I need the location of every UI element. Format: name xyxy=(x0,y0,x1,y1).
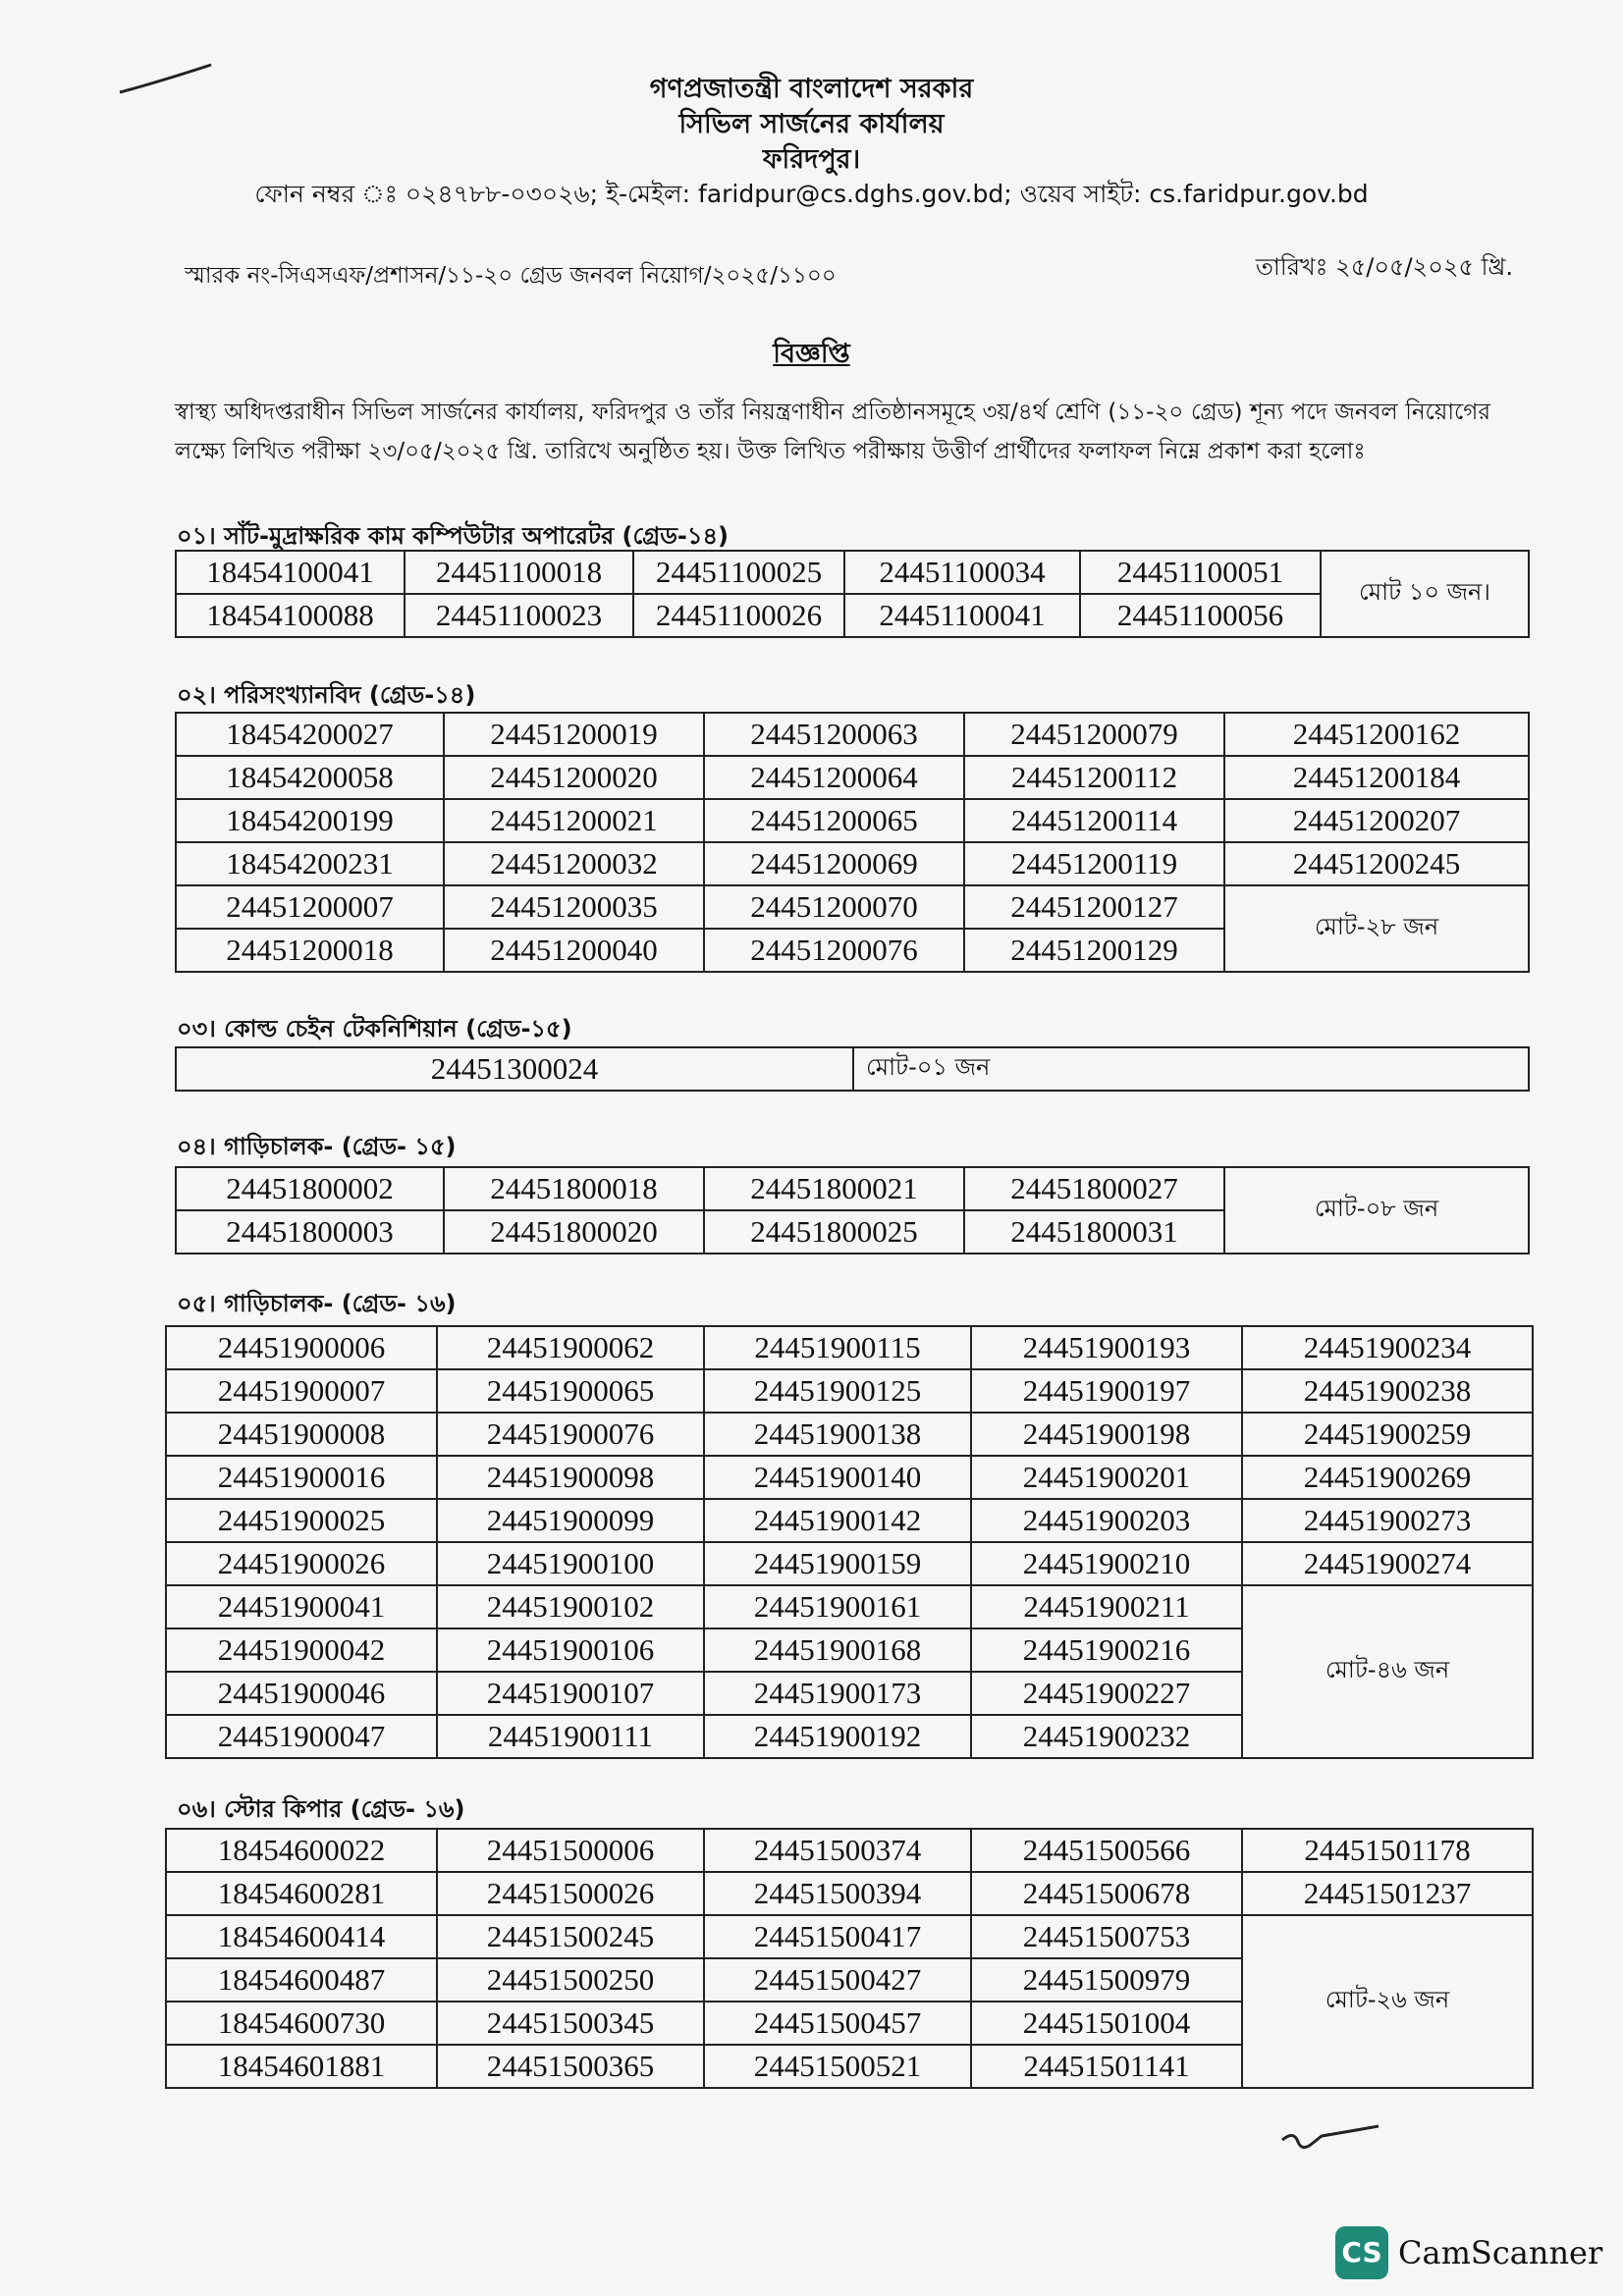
roll-cell: 18454200231 xyxy=(176,842,444,885)
roll-cell: 24451200032 xyxy=(444,842,704,885)
roll-cell: 24451900026 xyxy=(166,1542,437,1585)
roll-cell: 24451900065 xyxy=(437,1369,704,1413)
roll-cell: 24451900006 xyxy=(166,1326,437,1369)
table-row xyxy=(166,1413,1533,1456)
memo-date: তারিখঃ ২৫/০৫/২০২৫ খ্রি. xyxy=(1255,253,1513,281)
roll-cell: 24451100025 xyxy=(633,551,844,594)
roll-cell: 24451900062 xyxy=(437,1326,704,1369)
section-title: ০২। পরিসংখ্যানবিদ (গ্রেড-১৪) xyxy=(177,681,476,709)
result-table xyxy=(175,712,1530,973)
roll-cell: 24451900111 xyxy=(437,1715,704,1758)
roll-cell: 24451500365 xyxy=(437,2045,704,2088)
roll-cell: 24451200019 xyxy=(444,713,704,756)
roll-cell: 24451900016 xyxy=(166,1456,437,1499)
roll-cell: 24451900259 xyxy=(1242,1413,1533,1456)
table-row xyxy=(166,1499,1533,1542)
roll-cell: 24451200162 xyxy=(1224,713,1529,756)
roll-cell: 24451900232 xyxy=(971,1715,1242,1758)
table-row xyxy=(176,756,1529,799)
roll-cell: 24451900041 xyxy=(166,1585,437,1629)
roll-cell: 24451500979 xyxy=(971,1958,1242,2002)
table-row xyxy=(176,842,1529,885)
header-contact: ফোন নম্বর ঃ ০২৪৭৮৮-০৩০২৬; ই-মেইল: faridpur@cs.dghs.gov.bd; ওয়েব সাইট: cs.faridpur.gov.bd xyxy=(254,180,1369,208)
roll-cell: 24451200079 xyxy=(964,713,1224,756)
roll-cell: 24451500566 xyxy=(971,1829,1242,1872)
roll-cell: 24451900007 xyxy=(166,1369,437,1413)
roll-cell: 24451800031 xyxy=(964,1210,1224,1254)
header-office: সিভিল সার্জনের কার্যালয় xyxy=(678,109,945,139)
roll-cell: 24451200020 xyxy=(444,756,704,799)
roll-cell: 24451900210 xyxy=(971,1542,1242,1585)
roll-cell: 24451200245 xyxy=(1224,842,1529,885)
roll-cell: 24451200114 xyxy=(964,799,1224,842)
roll-cell: 24451200069 xyxy=(704,842,964,885)
section-title: ০৬। স্টোর কিপার (গ্রেড- ১৬) xyxy=(177,1795,465,1823)
memo-reference: স্মারক নং-সিএসএফ/প্রশাসন/১১-২০ গ্রেড জনবল নিয়োগ/২০২৫/১১০০ xyxy=(185,263,837,289)
section-title: ০১। সাঁট-মুদ্রাক্ষরিক কাম কম্পিউটার অপারেটর (গ্রেড-১৪) xyxy=(177,522,729,550)
table-row xyxy=(176,551,1529,594)
roll-cell: 24451200076 xyxy=(704,929,964,972)
roll-cell: 24451500417 xyxy=(704,1915,971,1958)
roll-cell: 24451200184 xyxy=(1224,756,1529,799)
roll-cell: 24451500457 xyxy=(704,2002,971,2045)
roll-cell: 24451900197 xyxy=(971,1369,1242,1413)
table-row xyxy=(166,1456,1533,1499)
roll-cell: 24451900216 xyxy=(971,1629,1242,1672)
total-count: মোট ১০ জন। xyxy=(1321,551,1529,637)
roll-cell: 24451900159 xyxy=(704,1542,971,1585)
table-row xyxy=(166,1915,1533,1958)
roll-cell: 24451200007 xyxy=(176,885,444,929)
section-title: ০৪। গাড়িচালক- (গ্রেড- ১৫) xyxy=(177,1133,457,1160)
roll-cell: 24451200119 xyxy=(964,842,1224,885)
roll-cell: 24451500345 xyxy=(437,2002,704,2045)
roll-cell: 24451900234 xyxy=(1242,1326,1533,1369)
roll-cell: 24451200063 xyxy=(704,713,964,756)
roll-cell: 18454600414 xyxy=(166,1915,437,1958)
table-row xyxy=(166,1585,1533,1629)
roll-cell: 18454100041 xyxy=(176,551,405,594)
roll-cell: 24451900098 xyxy=(437,1456,704,1499)
roll-cell: 24451900107 xyxy=(437,1672,704,1715)
roll-cell: 24451900099 xyxy=(437,1499,704,1542)
roll-cell: 24451900269 xyxy=(1242,1456,1533,1499)
total-count: মোট-২৬ জন xyxy=(1242,1915,1533,2088)
roll-cell: 24451800021 xyxy=(704,1167,964,1210)
table-row xyxy=(176,1047,1529,1091)
roll-cell: 24451900125 xyxy=(704,1369,971,1413)
roll-cell: 24451800025 xyxy=(704,1210,964,1254)
roll-cell: 24451500374 xyxy=(704,1829,971,1872)
roll-cell: 24451200064 xyxy=(704,756,964,799)
roll-cell: 24451900042 xyxy=(166,1629,437,1672)
roll-cell: 24451500006 xyxy=(437,1829,704,1872)
roll-cell: 24451200065 xyxy=(704,799,964,842)
roll-cell: 24451100018 xyxy=(405,551,633,594)
roll-cell: 24451900140 xyxy=(704,1456,971,1499)
roll-cell: 24451900106 xyxy=(437,1629,704,1672)
roll-cell: 18454600487 xyxy=(166,1958,437,2002)
roll-cell: 24451900115 xyxy=(704,1326,971,1369)
roll-cell: 24451900138 xyxy=(704,1413,971,1456)
roll-cell: 24451900076 xyxy=(437,1413,704,1456)
table-row xyxy=(166,1872,1533,1915)
roll-cell: 24451500753 xyxy=(971,1915,1242,1958)
result-table xyxy=(165,1828,1534,2089)
table-row xyxy=(166,1542,1533,1585)
roll-cell: 24451500026 xyxy=(437,1872,704,1915)
roll-cell: 18454600281 xyxy=(166,1872,437,1915)
roll-cell: 24451900008 xyxy=(166,1413,437,1456)
roll-cell: 24451900203 xyxy=(971,1499,1242,1542)
roll-cell: 24451500250 xyxy=(437,1958,704,2002)
roll-cell: 18454601881 xyxy=(166,2045,437,2088)
table-row xyxy=(176,713,1529,756)
roll-cell: 24451200127 xyxy=(964,885,1224,929)
roll-cell: 24451200021 xyxy=(444,799,704,842)
roll-cell: 24451300024 xyxy=(176,1047,853,1091)
header-district: ফরিদপুর। xyxy=(762,144,861,175)
roll-cell: 24451500521 xyxy=(704,2045,971,2088)
roll-cell: 24451900227 xyxy=(971,1672,1242,1715)
roll-cell: 24451900211 xyxy=(971,1585,1242,1629)
roll-cell: 24451100026 xyxy=(633,594,844,637)
table-row xyxy=(176,1167,1529,1210)
roll-cell: 24451900173 xyxy=(704,1672,971,1715)
roll-cell: 24451800027 xyxy=(964,1167,1224,1210)
result-table xyxy=(175,1166,1530,1255)
roll-cell: 24451900047 xyxy=(166,1715,437,1758)
roll-cell: 24451900168 xyxy=(704,1629,971,1672)
header-government: গণপ্রজাতন্ত্রী বাংলাদেশ সরকার xyxy=(649,74,974,104)
roll-cell: 24451900273 xyxy=(1242,1499,1533,1542)
roll-cell: 24451800002 xyxy=(176,1167,444,1210)
total-count: মোট-০৮ জন xyxy=(1224,1167,1529,1254)
roll-cell: 24451200040 xyxy=(444,929,704,972)
roll-cell: 24451100051 xyxy=(1080,551,1321,594)
roll-cell: 18454600730 xyxy=(166,2002,437,2045)
roll-cell: 24451200207 xyxy=(1224,799,1529,842)
total-count: মোট-০১ জন xyxy=(853,1047,1529,1091)
table-row xyxy=(166,1829,1533,1872)
roll-cell: 24451501004 xyxy=(971,2002,1242,2045)
roll-cell: 24451200018 xyxy=(176,929,444,972)
roll-cell: 18454200199 xyxy=(176,799,444,842)
roll-cell: 24451900100 xyxy=(437,1542,704,1585)
camscanner-logo-icon: CS xyxy=(1335,2226,1388,2279)
roll-cell: 24451100034 xyxy=(844,551,1080,594)
roll-cell: 24451900102 xyxy=(437,1585,704,1629)
roll-cell: 24451900198 xyxy=(971,1413,1242,1456)
roll-cell: 24451900142 xyxy=(704,1499,971,1542)
roll-cell: 24451500678 xyxy=(971,1872,1242,1915)
roll-cell: 24451900192 xyxy=(704,1715,971,1758)
roll-cell: 24451500245 xyxy=(437,1915,704,1958)
roll-cell: 24451900161 xyxy=(704,1585,971,1629)
roll-cell: 24451900274 xyxy=(1242,1542,1533,1585)
roll-cell: 24451501237 xyxy=(1242,1872,1533,1915)
roll-cell: 24451900238 xyxy=(1242,1369,1533,1413)
roll-cell: 24451200112 xyxy=(964,756,1224,799)
roll-cell: 18454200058 xyxy=(176,756,444,799)
total-count: মোট-৪৬ জন xyxy=(1242,1585,1533,1758)
signature-mark xyxy=(1276,2120,1384,2160)
roll-cell: 24451200070 xyxy=(704,885,964,929)
table-row xyxy=(176,799,1529,842)
result-table xyxy=(165,1325,1534,1759)
roll-cell: 24451900201 xyxy=(971,1456,1242,1499)
section-title: ০৫। গাড়িচালক- (গ্রেড- ১৬) xyxy=(177,1290,457,1317)
roll-cell: 24451501141 xyxy=(971,2045,1242,2088)
roll-cell: 24451800003 xyxy=(176,1210,444,1254)
table-row xyxy=(176,885,1529,929)
roll-cell: 18454600022 xyxy=(166,1829,437,1872)
roll-cell: 24451100041 xyxy=(844,594,1080,637)
roll-cell: 24451500394 xyxy=(704,1872,971,1915)
table-row xyxy=(166,1369,1533,1413)
roll-cell: 18454100088 xyxy=(176,594,405,637)
roll-cell: 24451501178 xyxy=(1242,1829,1533,1872)
notice-title: বিজ্ঞপ্তি xyxy=(773,339,850,369)
roll-cell: 24451800018 xyxy=(444,1167,704,1210)
roll-cell: 18454200027 xyxy=(176,713,444,756)
roll-cell: 24451500427 xyxy=(704,1958,971,2002)
roll-cell: 24451900025 xyxy=(166,1499,437,1542)
roll-cell: 24451200129 xyxy=(964,929,1224,972)
roll-cell: 24451900046 xyxy=(166,1672,437,1715)
roll-cell: 24451900193 xyxy=(971,1326,1242,1369)
notice-body: স্বাস্থ্য অধিদপ্তরাধীন সিভিল সার্জনের কার্যালয়, ফরিদপুর ও তাঁর নিয়ন্ত্রণাধীন প্রতিষ্ঠানসমূহে ৩য়/৪র্থ শ্রেণি (১১-২০ গ্রেড) শূন্য পদে জনবল নিয়োগের লক্ষ্যে লিখিত পরীক্ষা ২৩/০৫/২০২৫ খ্রি. তারিখে অনুষ্ঠিত হয়। উক্ত লিখিত পরীক্ষায় উত্তীর্ণ প্রার্থীদের ফলাফল নিম্নে প্রকাশ করা হলোঃ xyxy=(175,400,1490,464)
section-title: ০৩। কোল্ড চেইন টেকনিশিয়ান (গ্রেড-১৫) xyxy=(177,1015,572,1042)
total-count: মোট-২৮ জন xyxy=(1224,885,1529,972)
result-table xyxy=(175,550,1530,638)
table-row xyxy=(166,1326,1533,1369)
camscanner-watermark: CamScanner xyxy=(1398,2234,1603,2271)
roll-cell: 24451200035 xyxy=(444,885,704,929)
roll-cell: 24451100056 xyxy=(1080,594,1321,637)
roll-cell: 24451100023 xyxy=(405,594,633,637)
result-table xyxy=(175,1046,1530,1092)
roll-cell: 24451800020 xyxy=(444,1210,704,1254)
